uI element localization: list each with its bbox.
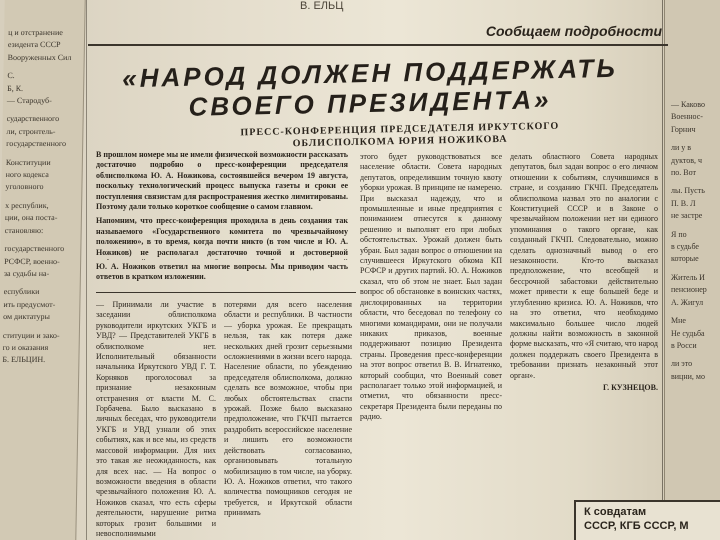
section-banner-text: Сообщаем подробности xyxy=(485,23,662,39)
left-column-line: ли, стронтель- xyxy=(6,126,56,136)
left-column-line: еспублики xyxy=(3,287,40,297)
right-column-line: Я по xyxy=(671,229,687,239)
column-rule-left xyxy=(86,0,87,540)
article-column-1 xyxy=(96,300,216,540)
intro-paragraph-1: В прошлом номере мы не имели физической возможности рассказать достаточно подробно о пресс-конференции председателя облисполкома Ю. А. Ножикова, состоявшейся вечером 19 августа, поскольку технологический процесс выпуска газеты и сроки ее поступления связистам для распространения жестко лимитированы. Поэтому дали только короткое сообщение о самом главном. xyxy=(96,150,348,212)
intro-paragraph-3: Ю. А. Ножиков ответил на многие вопросы. Мы приводим часть ответов в кратком изложении. xyxy=(96,262,348,282)
right-column-lines xyxy=(665,0,720,382)
left-column-line: за судьбы на- xyxy=(3,268,50,278)
intro-block-3 xyxy=(96,262,348,288)
headline-line-2: СВОЕГО ПРЕЗИДЕНТА» xyxy=(188,84,552,122)
right-column-line: П. В. Л xyxy=(671,198,696,208)
article-column-2 xyxy=(224,300,352,540)
article-signature: Г. КУЗНЕЦОВ. xyxy=(602,382,658,392)
right-column-fragment xyxy=(664,0,720,540)
right-column-line: Не судьба xyxy=(671,328,705,338)
left-column-line: сударственного xyxy=(6,114,60,124)
subheadline-line-1: ПРЕСС-КОНФЕРЕНЦИЯ ПРЕДСЕДАТЕЛЯ ИРКУТСКОГО xyxy=(240,120,560,139)
article-column-1-text: — Принимали ли участие в заседании облисполкома руководители иркутских УКГБ и УВД? — Представителей УКГБ в облисполкоме нет. Исполнительный обязанности начальника Иркутского УВД Г. Т. Корняков проголосовал за признание незаконным отстранения от власти М. С. Горбачева. Было высказано в личных беседах, что руководители УКГБ и УВД узнали об этих событиях, как и все мы, из средств массовой информации. Для них это такая же неожиданность, как для всех нас. — На вопрос о возможности введения в области чрезвычайного положения Ю. А. Ножиков сказал, что есть сферы деятельности, нарушение ритма которых грозит большими и невосполнимыми xyxy=(96,300,216,538)
top-stub-text: В. ЕЛЬЦ xyxy=(300,0,344,12)
left-column-line: ц и отстранение xyxy=(8,28,63,37)
left-column-line: Б, К. xyxy=(7,83,24,93)
right-column-line: А. Жигул xyxy=(671,297,704,307)
left-column-line: государственного xyxy=(6,139,67,149)
right-column-line: пенсионер xyxy=(671,285,707,295)
right-column-line: по. Вот xyxy=(671,168,697,178)
left-column-line: Конституции xyxy=(5,157,51,167)
next-article-line-1: К совдатам xyxy=(584,506,647,518)
left-column-line: уголовного xyxy=(5,182,44,192)
article-column-4-text: делать областного Совета народных депутатов, был задан вопрос о его личном отношении к событиям, случившимся в стране, и созданию ГКЧП. Председатель облисполкома назвал это по аналогии с Конституцией СССР и в Законе о чрезвычайном положении нет ни единого упоминания о такого органе, как созданный ГКЧП. Следовательно, можно сделать однозначный вывод о его незаконности. Кто-то высказал предположение, что всеобщей и бессрочной забастовки действительно может привести к еще большей беде и углублению кризиса. Ю. А. Ножиков, что на это ответил, что необходимо максимально большее число людей должны найти возможность в законной форме высказать, что «Я считаю, что народ должен поддержать своего Президента в требовании признать незаконный этот орган». xyxy=(510,152,658,380)
right-column-line: Горнич xyxy=(671,124,696,134)
left-column-line: ституции и зако- xyxy=(2,330,60,340)
left-column-line: государственного xyxy=(4,244,65,254)
left-column-line: ции, она поста- xyxy=(4,213,58,223)
left-column-line: х республик, xyxy=(5,200,49,210)
right-column-line: вицни, мо xyxy=(671,371,705,381)
left-column-line: ного кодекса xyxy=(5,170,49,180)
section-banner xyxy=(88,18,668,46)
left-column-line: Вооруженных Сил xyxy=(7,52,72,62)
left-column-line: РСФСР, военно- xyxy=(4,256,60,266)
left-column-line: С. xyxy=(7,71,15,81)
left-column-line: ом диктатуры xyxy=(3,312,51,322)
article-column-3-text: этого будет руководствоваться все население области. Совета народных депутатов, определившим точную квоту уборки урожая. В принципе не намерено. При высказал надежду, что и промышленные и иные предприятия с пониманием отнесутся к данному решению и выполнят его при любых обстоятельствах. Урожай должен быть убран. Был задан вопрос о отношении на случившееся Иркутского обкома КП РСФСР и других партий. Ю. А. Ножиков сказал, что об этом не знает. Был задан вопрос об обстановке в воинских частях, дислоцированных на территории области, что беседовал по телефону со многими командирами, они не получали никаких приказов, военные поддерживают позицию Президента страны. Проведения пресс-конференции на этот вопрос ответил В. В. Игнатенко, который сообщил, что Военный совет располагает только этой информацией, и отметил, что обязанности пресс-секретаря Президента были переданы по радио. xyxy=(360,152,502,422)
right-column-line: лы. Пусть xyxy=(671,186,705,196)
right-column-line: ли у в xyxy=(671,143,692,153)
left-column-line: ить предусмот- xyxy=(3,299,56,309)
right-column-line: ли это xyxy=(671,359,693,369)
divider xyxy=(96,292,356,293)
intro-block xyxy=(96,150,348,260)
left-column-fragment xyxy=(0,0,86,540)
column-rule-right xyxy=(662,0,663,540)
right-column-line: Военнос- xyxy=(671,112,703,122)
subheadline-line-2: ОБЛИСПОЛКОМА ЮРИЯ НОЖИКОВА xyxy=(292,133,508,150)
headline-line-1: «НАРОД ДОЛЖЕН ПОДДЕРЖАТЬ xyxy=(121,52,619,94)
right-column-line: не застре xyxy=(671,211,703,221)
left-column-line: — Стародуб- xyxy=(6,96,52,106)
next-article-line-2: СССР, КГБ СССР, М xyxy=(584,520,689,532)
article-column-2-text: потерями для всего населения области и республики. В частности — уборка урожая. Ее прекращать нельзя, так как потеря даже нескольких дней грозит серьезными осложнениями в жизни всего народа. Население области, по убеждению председателя облисполкома, должно сделать все возможное, чтобы при любых обстоятельствах спасти урожай. Позже было высказано предположение, что ГКЧП пытается раздробить всероссийское население и лишить его возможности действовать согласованно, организовывать тотальную мобилизацию в том числе, на уборку. Ю. А. Ножиков ответил, что такого количества помощников сегодня не требуется, и Иркутской области принимать xyxy=(224,300,352,518)
intro-paragraph-2: Напомним, что пресс-конференция проходила в день создания так называемого «Государственного комитета по чрезвычайному положению», в то время, когда почти никто (в том числе и Ю. А. Ножиков) не располагал достаточно точной и достоверной xyxy=(96,216,348,257)
right-column-line: в Росси xyxy=(671,340,697,350)
right-column-line: в судьбе xyxy=(671,242,699,252)
next-article-heading xyxy=(574,500,720,540)
left-column-line: Б. ЕЛЬЦИН. xyxy=(2,355,46,365)
right-column-line: Мне xyxy=(671,316,686,326)
right-column-line: которые xyxy=(671,254,699,264)
left-column-line: становляю: xyxy=(4,225,44,235)
right-column-line: дуктов, ч xyxy=(671,155,703,165)
right-column-line: — Каково xyxy=(671,100,705,109)
article-column-3 xyxy=(360,152,502,540)
article-column-4 xyxy=(510,152,658,492)
right-column-line: Житель И xyxy=(671,272,705,282)
left-column-line: езидента СССР xyxy=(7,40,61,50)
left-column-lines xyxy=(0,0,85,366)
left-column-line: го и оказания xyxy=(2,342,49,352)
